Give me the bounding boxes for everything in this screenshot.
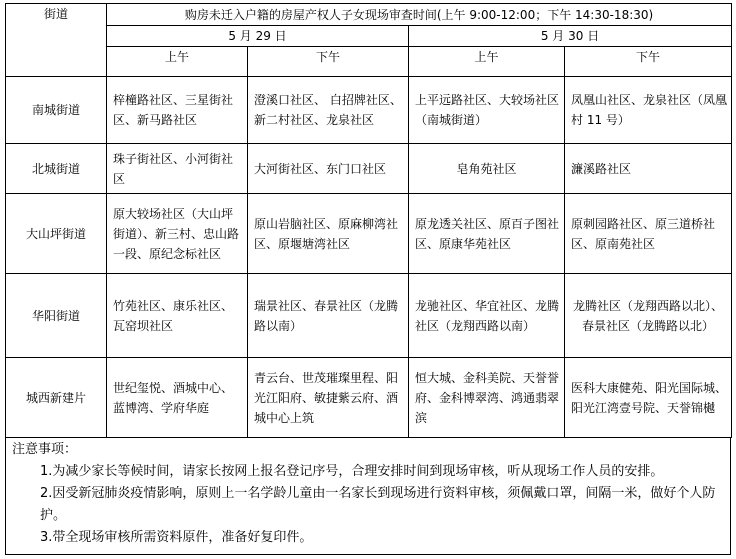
schedule-cell: 珠子街社区、小河街社区 xyxy=(107,144,248,194)
note-item-2: 2.因受新冠肺炎疫情影响，原则上一名学龄儿童由一名家长到现场进行资料审核，须佩戴口罩，间隔一米，做好个人防护。 xyxy=(40,486,716,523)
street-name: 大山坪街道 xyxy=(6,194,107,274)
schedule-cell: 世纪玺悦、酒城中心、蓝博湾、学府华庭 xyxy=(107,358,248,438)
notes-section xyxy=(5,437,731,555)
date-header-0530: 5 月 30 日 xyxy=(409,26,732,47)
street-name: 华阳街道 xyxy=(6,274,107,358)
street-name: 北城街道 xyxy=(6,144,107,194)
table-row xyxy=(6,274,732,358)
schedule-cell: 澄溪口社区、 白招牌社区、 新二村社区、龙泉社区 xyxy=(248,77,409,144)
schedule-cell: 原大较场社区（大山坪街道）、新三村、忠山路一段、原纪念标社区 xyxy=(107,194,248,274)
schedule-cell: 龙驰社区、华宜社区、龙腾社区（龙翔西路以南） xyxy=(409,274,565,358)
schedule-cell: 原刺园路社区、原三道桥社区、原南苑社区 xyxy=(565,194,732,274)
schedule-cell: 梓橦路社区、三星街社区、新马路社区 xyxy=(107,77,248,144)
table-title: 购房未迁入户籍的房屋产权人子女现场审查时间(上午 9:00-12:00；下午 14:30-18:30) xyxy=(107,4,732,26)
pm-header-d1: 下午 xyxy=(248,47,409,77)
schedule-cell: 竹苑社区、康乐社区、瓦窑坝社区 xyxy=(107,274,248,358)
schedule-cell: 原龙透关社区、原百子图社区、原康华苑社区 xyxy=(409,194,565,274)
schedule-cell: 医科大康健苑、阳光国际城、阳光江湾壹号院、天誉锦樾 xyxy=(565,358,732,438)
table-row xyxy=(6,144,732,194)
street-column-header: 街道 xyxy=(6,4,107,77)
schedule-cell: 青云台、世茂璀璨里程、阳光江阳府、敏捷紫云府、酒城中心上筑 xyxy=(248,358,409,438)
date-header-0529: 5 月 29 日 xyxy=(107,26,409,47)
pm-header-d2: 下午 xyxy=(565,47,732,77)
table-row xyxy=(6,194,732,274)
schedule-cell: 皂角苑社区 xyxy=(409,144,565,194)
am-header-d2: 上午 xyxy=(409,47,565,77)
note-item-3: 3.带全现场审核所需资料原件，准备好复印件。 xyxy=(40,530,313,545)
schedule-cell: 原山岩脑社区、原麻柳湾社区、原堰塘湾社区 xyxy=(248,194,409,274)
schedule-cell: 瑞景社区、春景社区（龙腾路以南） xyxy=(248,274,409,358)
notes-heading: 注意事项： xyxy=(12,442,78,457)
schedule-cell: 上平远路社区、大较场社区（南城街道） xyxy=(409,77,565,144)
schedule-table xyxy=(5,3,732,438)
am-header-d1: 上午 xyxy=(107,47,248,77)
table-row xyxy=(6,77,732,144)
street-name: 南城街道 xyxy=(6,77,107,144)
note-item-1: 1.为减少家长等候时间，请家长按网上报名登记序号，合理安排时间到现场审核，听从现场工作人员的安排。 xyxy=(40,464,664,479)
schedule-cell: 大河街社区、东门口社区 xyxy=(248,144,409,194)
schedule-cell: 恒大城、金科美院、天誉誉府、金科博翠湾、鸿通翡翠滨 xyxy=(409,358,565,438)
table-row xyxy=(6,358,732,438)
schedule-cell: 凤凰山社区、龙泉社区（凤凰村 11 号） xyxy=(565,77,732,144)
schedule-cell: 濂溪路社区 xyxy=(565,144,732,194)
schedule-cell: 龙腾社区（龙翔西路以北）、春景社区（龙腾路以北） xyxy=(565,274,732,358)
street-name: 城西新建片 xyxy=(6,358,107,438)
